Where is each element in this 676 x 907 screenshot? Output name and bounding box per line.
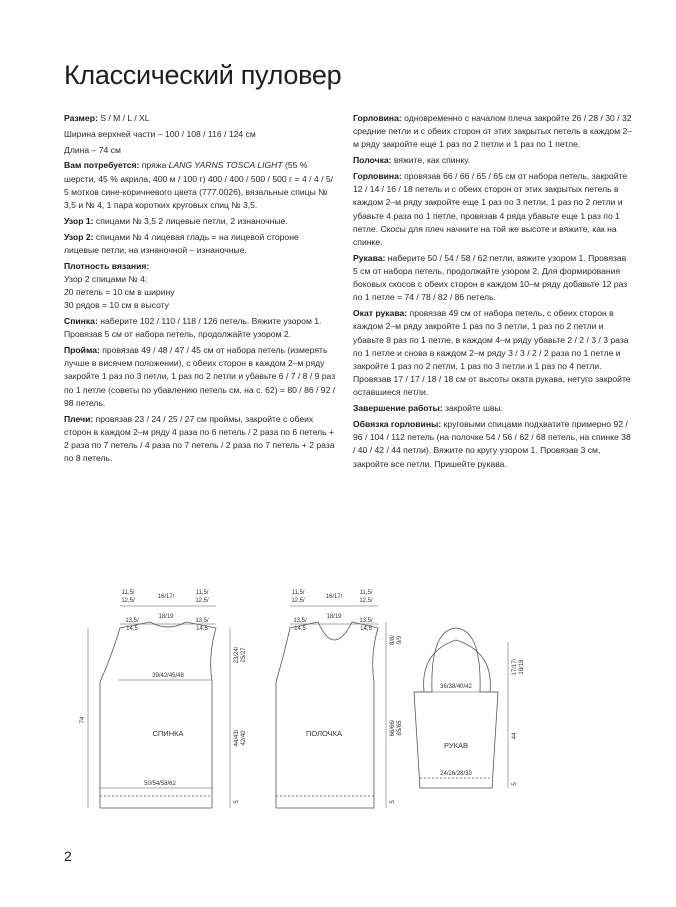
cap-paragraph	[353, 307, 633, 399]
size-value: S / M / L / XL	[97, 113, 150, 123]
front-paragraph	[353, 154, 633, 167]
back-total-length: 74	[80, 716, 86, 724]
back-shoulder-right-bottom: 12,5/	[195, 598, 209, 604]
neckline-text: одновременно с началом плеча закройте 26 / 28 / 30 / 32 средние петли и с обеих сторон от этих закрытых петель в каждом 2–м ряду закройте еще 1 раз по 2 петли и 1 раз по 1 петле.	[353, 113, 633, 150]
materials-yarn: LANG YARNS TOSCA LIGHT	[168, 160, 283, 171]
length-line: Длина – 74 см	[64, 144, 121, 155]
pattern2-paragraph	[64, 231, 336, 257]
front-neck-paragraph	[353, 170, 633, 249]
armhole-text: провязав 49 / 48 / 47 / 45 см от набора петель (измерять лучше в висячем положении), с обеих сторон в каждом 2–м ряду закройте 1 раз по 3 петли, 1 раз по 2 петли и убавьте 6 / 7 / 8 / 9 раз по 1 петле (советы по убавлению петель см. на с. 62) = 80 / 86 / 92 / 98 петель.	[64, 345, 336, 408]
schematic-diagram	[0, 580, 676, 830]
pattern1-text: спицами № 3,5 2 лицевые петли, 2 изнаночные.	[93, 215, 288, 226]
neckline-label: Горловина:	[353, 113, 402, 123]
sleeve-cap-height: 17/17/	[512, 658, 518, 676]
back-neck-top: 16/17/	[157, 594, 175, 600]
sleeve-cap-height-2: 18/18	[519, 659, 525, 675]
finishing-text: закройте швы.	[442, 403, 503, 414]
cap-text: провязав 49 см от набора петель, с обеих сторон в каждом 2–м ряду закройте 1 раз по 3 петли, 1 раз по 2 петли и убавьте 8 раз по 1 петле, в каждом 4–м ряду убавьте 2 / 2 / 3 / 3 раза по 1 петле и снова в каждом 2–м ряду 3 / 3 / 2 / 2 раза по 1 петле и закройте 1 раз по 2 петли, 1 раз по 3 петли и 1 раз по 4 петли. Провязав 17 / 17 / 18 / 18 см от высоты оката рукава, нетуго закройте оставшиеся петли.	[353, 308, 631, 398]
left-text-column	[64, 112, 336, 468]
shoulders-label: Плечи:	[64, 413, 94, 424]
armhole-paragraph	[64, 344, 336, 410]
sleeves-text: наберите 50 / 54 / 58 / 62 петли, вяжите узором 1. Провязав 5 см от набора петель, продолжайте узором 2. Для формирования боковых скосов с обеих сторон в каждом 10–м ряду добавьте 12 раз по 1 петле = 74 / 78 / 82 / 86 петель.	[353, 252, 628, 303]
neckband-text: круговыми спицами подхватите примерно 92 / 96 / 104 / 112 петель (на полочке 54 / 56 / 62 / 68 петель, на спинке 38 / 40 / 42 / 44 петли). Вяжите по кругу узором 1. Провязав 3 см, закройте все петли. Пришейте рукава.	[353, 419, 631, 469]
materials-text: (55 % шерсти, 45 % акрила, 400 м / 100 г) 400 / 400 / 500 / 500 г = 4 / 4 / 5/ 5 мотков сине-коричневого цвета (777.0026), вязальные спицы № 3,5 и № 4, 1 пара коротких круговых спиц № 3,5.	[64, 160, 334, 210]
back-inner-a-bottom: 14,5	[126, 626, 138, 632]
sleeve-rib-label: 5	[512, 782, 518, 786]
sleeve-outline	[414, 628, 498, 788]
sleeves-label: Рукава:	[353, 252, 386, 263]
sleeve-length-label: 44	[512, 732, 518, 740]
armhole-label: Пройма:	[64, 345, 100, 355]
back-inner-b-top: 13,5/	[195, 618, 209, 624]
cap-label: Окат рукава:	[353, 308, 408, 319]
front-neck-label: Горловина:	[353, 171, 402, 181]
back-armhole-depth: 23/24/	[234, 646, 240, 664]
neckband-label: Обвязка горловины:	[353, 419, 442, 430]
back-neck-bottom: 18/19	[158, 614, 174, 620]
page-number: 2	[64, 848, 72, 864]
front-shoulder-left-top: 11,5/	[291, 590, 305, 596]
front-label: Полочка:	[353, 155, 392, 166]
gauge-line-1: 20 петель = 10 см в ширину	[64, 287, 175, 297]
back-rib-label: 5	[234, 800, 240, 804]
materials-label: Вам потребуется:	[64, 160, 140, 171]
front-inner-b-top: 13,5/	[359, 618, 373, 624]
gauge-line-2: 30 рядов = 10 см в высоту	[64, 300, 169, 311]
neckline-paragraph	[353, 112, 633, 152]
back-label: Спинка:	[64, 316, 98, 326]
right-text-column	[353, 112, 633, 473]
page-title: Классический пуловер	[64, 60, 342, 90]
back-text: наберите 102 / 110 / 118 / 126 петель. Вяжите узором 1. Провязав 5 см от набора петель, продолжайте узором 2.	[64, 316, 322, 340]
back-chest-label: 39/42/45/48	[152, 673, 184, 679]
sleeve-top-width: 36/38/40/42	[440, 684, 472, 690]
shoulders-paragraph	[64, 413, 336, 466]
width-line: Ширина верхней части – 100 / 108 / 116 / 124 см	[64, 128, 256, 139]
gauge-label-text: Плотность вязания:	[64, 260, 150, 271]
front-neck-top: 16/17/	[325, 594, 343, 600]
front-neck-depth-2: 9/9	[397, 635, 403, 645]
finishing-label: Завершение работы:	[353, 403, 443, 414]
pattern1-paragraph	[64, 215, 336, 228]
back-shoulder-left-bottom: 12,5/	[121, 598, 135, 604]
sleeves-paragraph	[353, 252, 633, 305]
back-armhole-depth-2: 25/27	[241, 647, 247, 663]
front-neck-text: провязав 66 / 66 / 65 / 65 см от набора петель, закройте 12 / 14 / 16 / 18 петель и с обеих сторон от этих закрытых петель в каждом 2–м ряду закройте еще 1 раз по 3 петли, 1 раз по 2 петли и убавьте 4 раза по 1 петле, провязав 4 ряда убавьте еще 1 раз по 1 петле. Скосы для плеч начните на той же высоте и вяжите, как на спинке.	[353, 171, 628, 248]
front-piece-name: ПОЛОЧКА	[305, 729, 343, 738]
materials-intro: пряжа	[139, 160, 169, 171]
front-inner-b-bottom: 14,5	[360, 626, 372, 632]
back-paragraph	[64, 315, 336, 341]
pattern2-text: спицами № 4 лицевая гладь = на лицевой стороне лицевые петли, на изнаночной – изнаночные.	[64, 231, 299, 255]
back-piece-name: СПИНКА	[152, 729, 184, 738]
front-outline	[276, 622, 378, 808]
sleeve-bottom-width: 24/26/28/30	[440, 771, 472, 777]
front-shoulder-right-top: 11,5/	[359, 590, 373, 596]
front-text: вяжите, как спинку.	[391, 155, 471, 166]
front-neck-depth: 8/8/	[390, 634, 396, 646]
back-hem-label: 50/54/58/62	[144, 781, 176, 787]
front-neck-bottom: 18/19	[326, 614, 342, 620]
back-body-length-2: 42/40	[241, 730, 247, 746]
front-inner-a-top: 13,5/	[293, 618, 307, 624]
front-inner-a-bottom: 14,5	[294, 626, 306, 632]
back-inner-b-bottom: 14,5	[196, 626, 208, 632]
back-body-length: 44/43/	[234, 729, 240, 747]
front-shoulder-left-bottom: 12,5/	[291, 598, 305, 604]
finishing-paragraph	[353, 402, 633, 415]
shoulders-text: провязав 23 / 24 / 25 / 27 см проймы, закройте с обеих сторон в каждом 2–м ряду 4 раза по 6 петель / 2 раза по 6 петель + 2 раза по 7 петель / 4 раза по 7 петель / 2 раза по 7 петель + 2 раза по 8 петель.	[64, 413, 335, 464]
schematic-svg	[0, 580, 676, 830]
size-label: Размер:	[64, 113, 98, 123]
pattern1-label: Узор 1:	[64, 215, 94, 226]
back-shoulder-left-top: 11,5/	[121, 590, 135, 596]
materials-paragraph	[64, 159, 336, 212]
front-length: 66/66/	[390, 719, 396, 737]
gauge-subtitle: Узор 2 спицами № 4:	[64, 273, 148, 284]
front-shoulder-right-bottom: 12,5/	[359, 598, 373, 604]
front-length-2: 65/65	[397, 720, 403, 736]
gauge-label	[64, 260, 336, 273]
front-rib-label: 5	[390, 800, 396, 804]
back-inner-a-top: 13,5/	[125, 618, 139, 624]
size-paragraph	[64, 112, 336, 125]
sleeve-piece-name: РУКАВ	[444, 741, 468, 750]
neckband-paragraph	[353, 418, 633, 471]
pattern2-label: Узор 2:	[64, 231, 94, 242]
back-shoulder-right-top: 11,5/	[195, 590, 209, 596]
